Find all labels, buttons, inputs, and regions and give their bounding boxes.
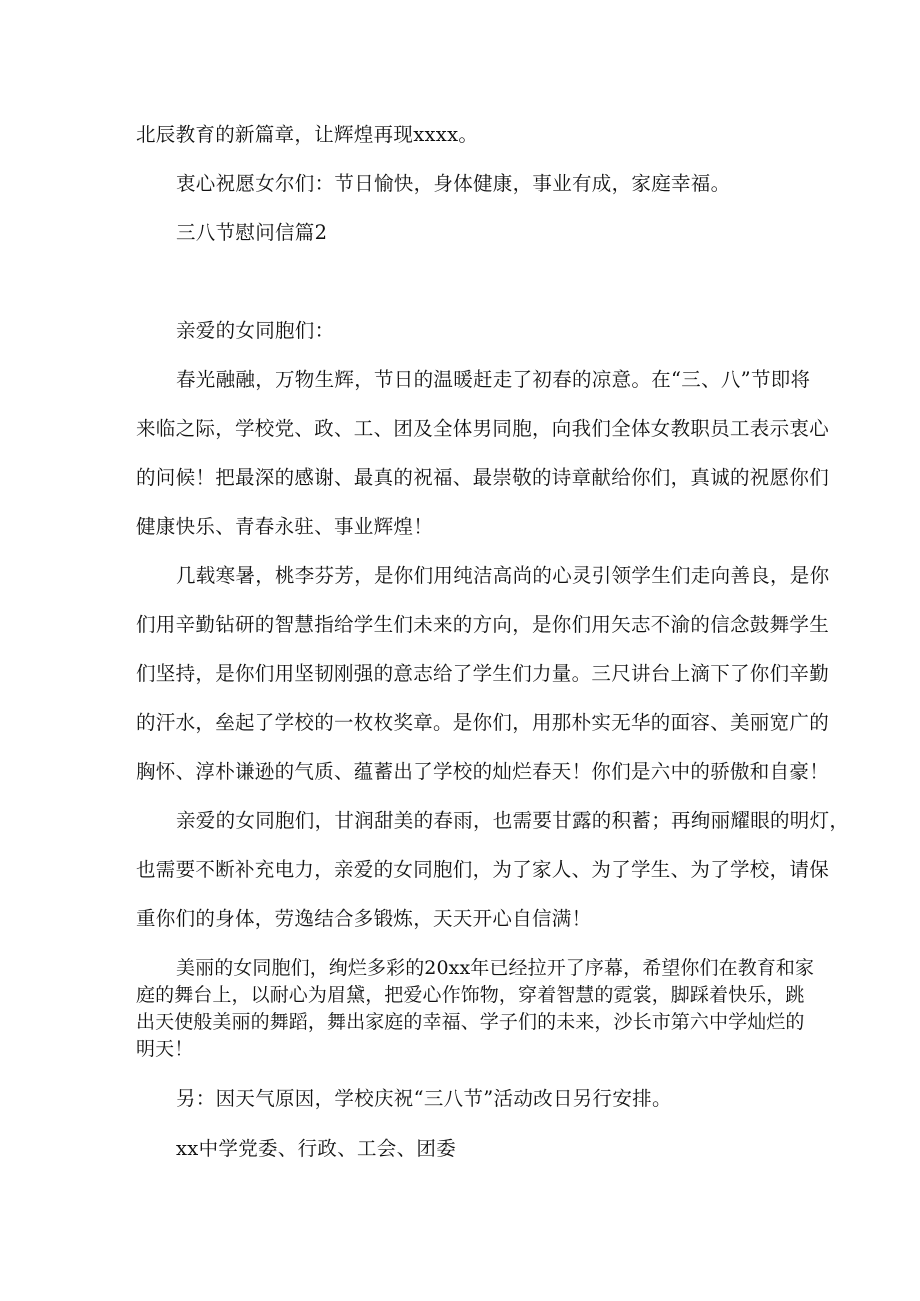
- intro-wish: 衷心祝愿女尔们：节日愉快，身体健康，事业有成，家庭幸福。: [176, 172, 731, 195]
- paragraph-4-line-1: 美丽的女同胞们，绚烂多彩的20xx年已经拉开了序幕，希望你们在教育和家: [176, 957, 815, 979]
- paragraph-4-line-2: 庭的舞台上，以耐心为眉黛，把爱心作饰物，穿着智慧的霓裳，脚踩着快乐，跳: [136, 984, 805, 1006]
- paragraph-1-line-2: 来临之际，学校党、政、工、团及全体男同胞，向我们全体女教职员工表示衷心: [136, 417, 830, 440]
- paragraph-3-line-1: 亲爱的女同胞们，甘润甜美的春雨，也需要甘露的积蓄；再绚丽耀眼的明灯，: [176, 809, 850, 832]
- section-title: 三八节慰问信篇2: [176, 221, 328, 244]
- paragraph-2-line-2: 们用辛勤钻研的智慧指给学生们未来的方向，是你们用矢志不渝的信念鼓舞学生: [136, 613, 830, 636]
- note-line: 另：因天气原因，学校庆祝“三八节”活动改日另行安排。: [176, 1087, 672, 1110]
- paragraph-1-line-3: 的问候！把最深的感谢、最真的祝福、最崇敬的诗章献给你们，真诚的祝愿你们: [136, 466, 830, 489]
- paragraph-3-line-2: 也需要不断补充电力，亲爱的女同胞们，为了家人、为了学生、为了学校，请保: [136, 858, 830, 881]
- paragraph-1-line-4: 健康快乐、青春永驻、事业辉煌！: [136, 515, 434, 538]
- paragraph-4-line-3: 出天使般美丽的舞蹈，舞出家庭的幸福、学子们的未来，沙长市第六中学灿烂的: [136, 1011, 805, 1033]
- paragraph-4-line-4: 明天！: [136, 1038, 194, 1060]
- salutation: 亲爱的女同胞们：: [176, 319, 335, 342]
- paragraph-2-line-3: 们坚持，是你们用坚韧刚强的意志给了学生们力量。三尺讲台上滴下了你们辛勤: [136, 662, 830, 685]
- paragraph-2-line-1: 几载寒暑，桃李芬芳，是你们用纯洁高尚的心灵引领学生们走向善良，是你: [176, 564, 830, 587]
- intro-closing-line: 北辰教育的新篇章，让辉煌再现xxxx。: [136, 123, 479, 146]
- signature-line: xx中学党委、行政、工会、团委: [176, 1137, 456, 1160]
- paragraph-3-line-3: 重你们的身体，劳逸结合多锻炼，天天开心自信满！: [136, 907, 592, 930]
- paragraph-1-line-1: 春光融融，万物生辉，节日的温暖赶走了初春的凉意。在“三、八”节即将: [176, 368, 811, 391]
- paragraph-2-line-5: 胸怀、淳朴谦逊的气质、蕴蓄出了学校的灿烂春天！你们是六中的骄傲和自豪！: [136, 760, 830, 783]
- paragraph-2-line-4: 的汗水，垒起了学校的一枚枚奖章。是你们，用那朴实无华的面容、美丽宽广的: [136, 711, 830, 734]
